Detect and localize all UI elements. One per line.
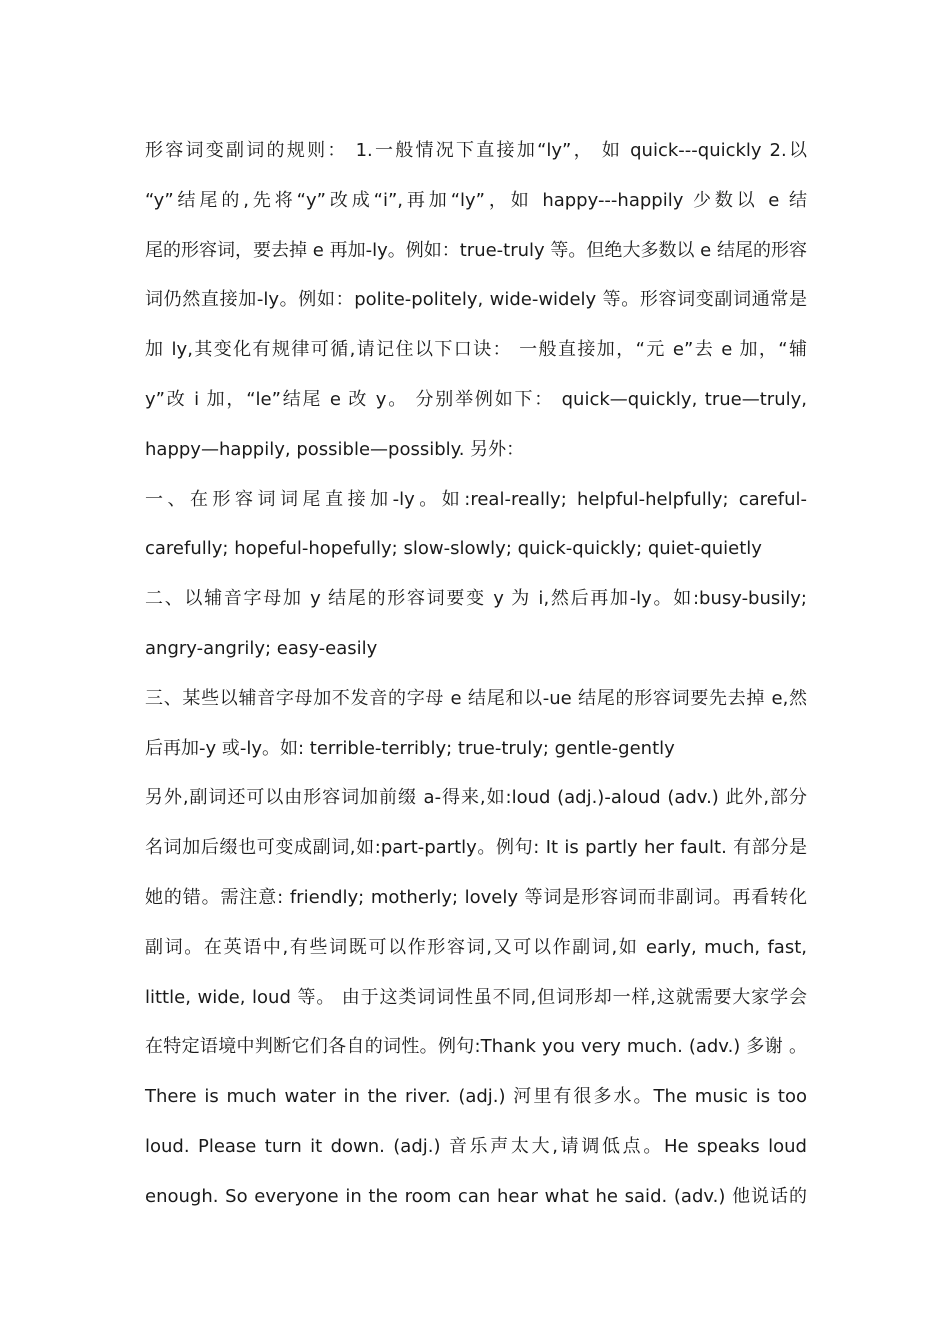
text-line: 一、在形容词词尾直接加-ly。如:real-really; helpful-helpfully; careful- [145, 488, 807, 510]
text-line: 在特定语境中判断它们各自的词性。例句:Thank you very much. (adv.) 多谢 。 [145, 1036, 807, 1058]
text-line: 名词加后缀也可变成副词,如:part-partly。例句: It is partly her fault. 有部分是 [145, 837, 807, 859]
text-line: 尾的形容词，要去掉 e 再加-ly。例如：true-truly 等。但绝大多数以 e 结尾的形容 [145, 239, 807, 261]
text-line: 词仍然直接加-ly。例如：polite-politely, wide-widely 等。形容词变副词通常是 [145, 289, 807, 311]
text-line: 形容词变副词的规则： 1.一般情况下直接加“ly”， 如 quick---quickly 2.以 [145, 140, 807, 161]
text-line: 副词。在英语中,有些词既可以作形容词,又可以作副词,如 early, much, fast, [145, 936, 807, 958]
text-line: 三、某些以辅音字母加不发音的字母 e 结尾和以-ue 结尾的形容词要先去掉 e,然 [145, 687, 807, 709]
text-line: little, wide, loud 等。 由于这类词词性虽不同,但词形却一样,这就需要大家学会 [145, 986, 807, 1008]
text-line: “y”结尾的,先将“y”改成“i”,再加“ly”，如 happy---happily 少数以 e 结 [145, 189, 807, 211]
text-line: happy—happily, possible—possibly. 另外： [145, 438, 525, 460]
text-line: 后再加-y 或-ly。如: terrible-terribly; true-truly; gentle-gently [145, 737, 675, 759]
document-body [145, 126, 807, 1222]
text-line: 另外,副词还可以由形容词加前缀 a-得来,如:loud (adj.)-aloud (adv.) 此外,部分 [145, 787, 807, 809]
text-line: y”改 i 加，“le”结尾 e 改 y。 分别举例如下： quick—quickly, true—truly, [145, 388, 807, 410]
text-line: 二、以辅音字母加 y 结尾的形容词要变 y 为 i,然后再加-ly。如:busy-busily; [145, 588, 807, 610]
text-line: enough. So everyone in the room can hear what he said. (adv.) 他说话的 [145, 1185, 807, 1207]
text-line: angry-angrily; easy-easily [145, 637, 378, 659]
text-line: There is much water in the river. (adj.) 河里有很多水。The music is too [145, 1086, 807, 1108]
text-line: loud. Please turn it down. (adj.) 音乐声太大,请调低点。He speaks loud [145, 1135, 807, 1157]
text-line: 加 ly,其变化有规律可循,请记住以下口诀： 一般直接加，“元 e”去 e 加，“辅 [145, 339, 807, 361]
text-line: carefully; hopeful-hopefully; slow-slowly; quick-quickly; quiet-quietly [145, 538, 762, 560]
text-line: 她的错。需注意: friendly; motherly; lovely 等词是形容词而非副词。再看转化 [145, 886, 807, 908]
